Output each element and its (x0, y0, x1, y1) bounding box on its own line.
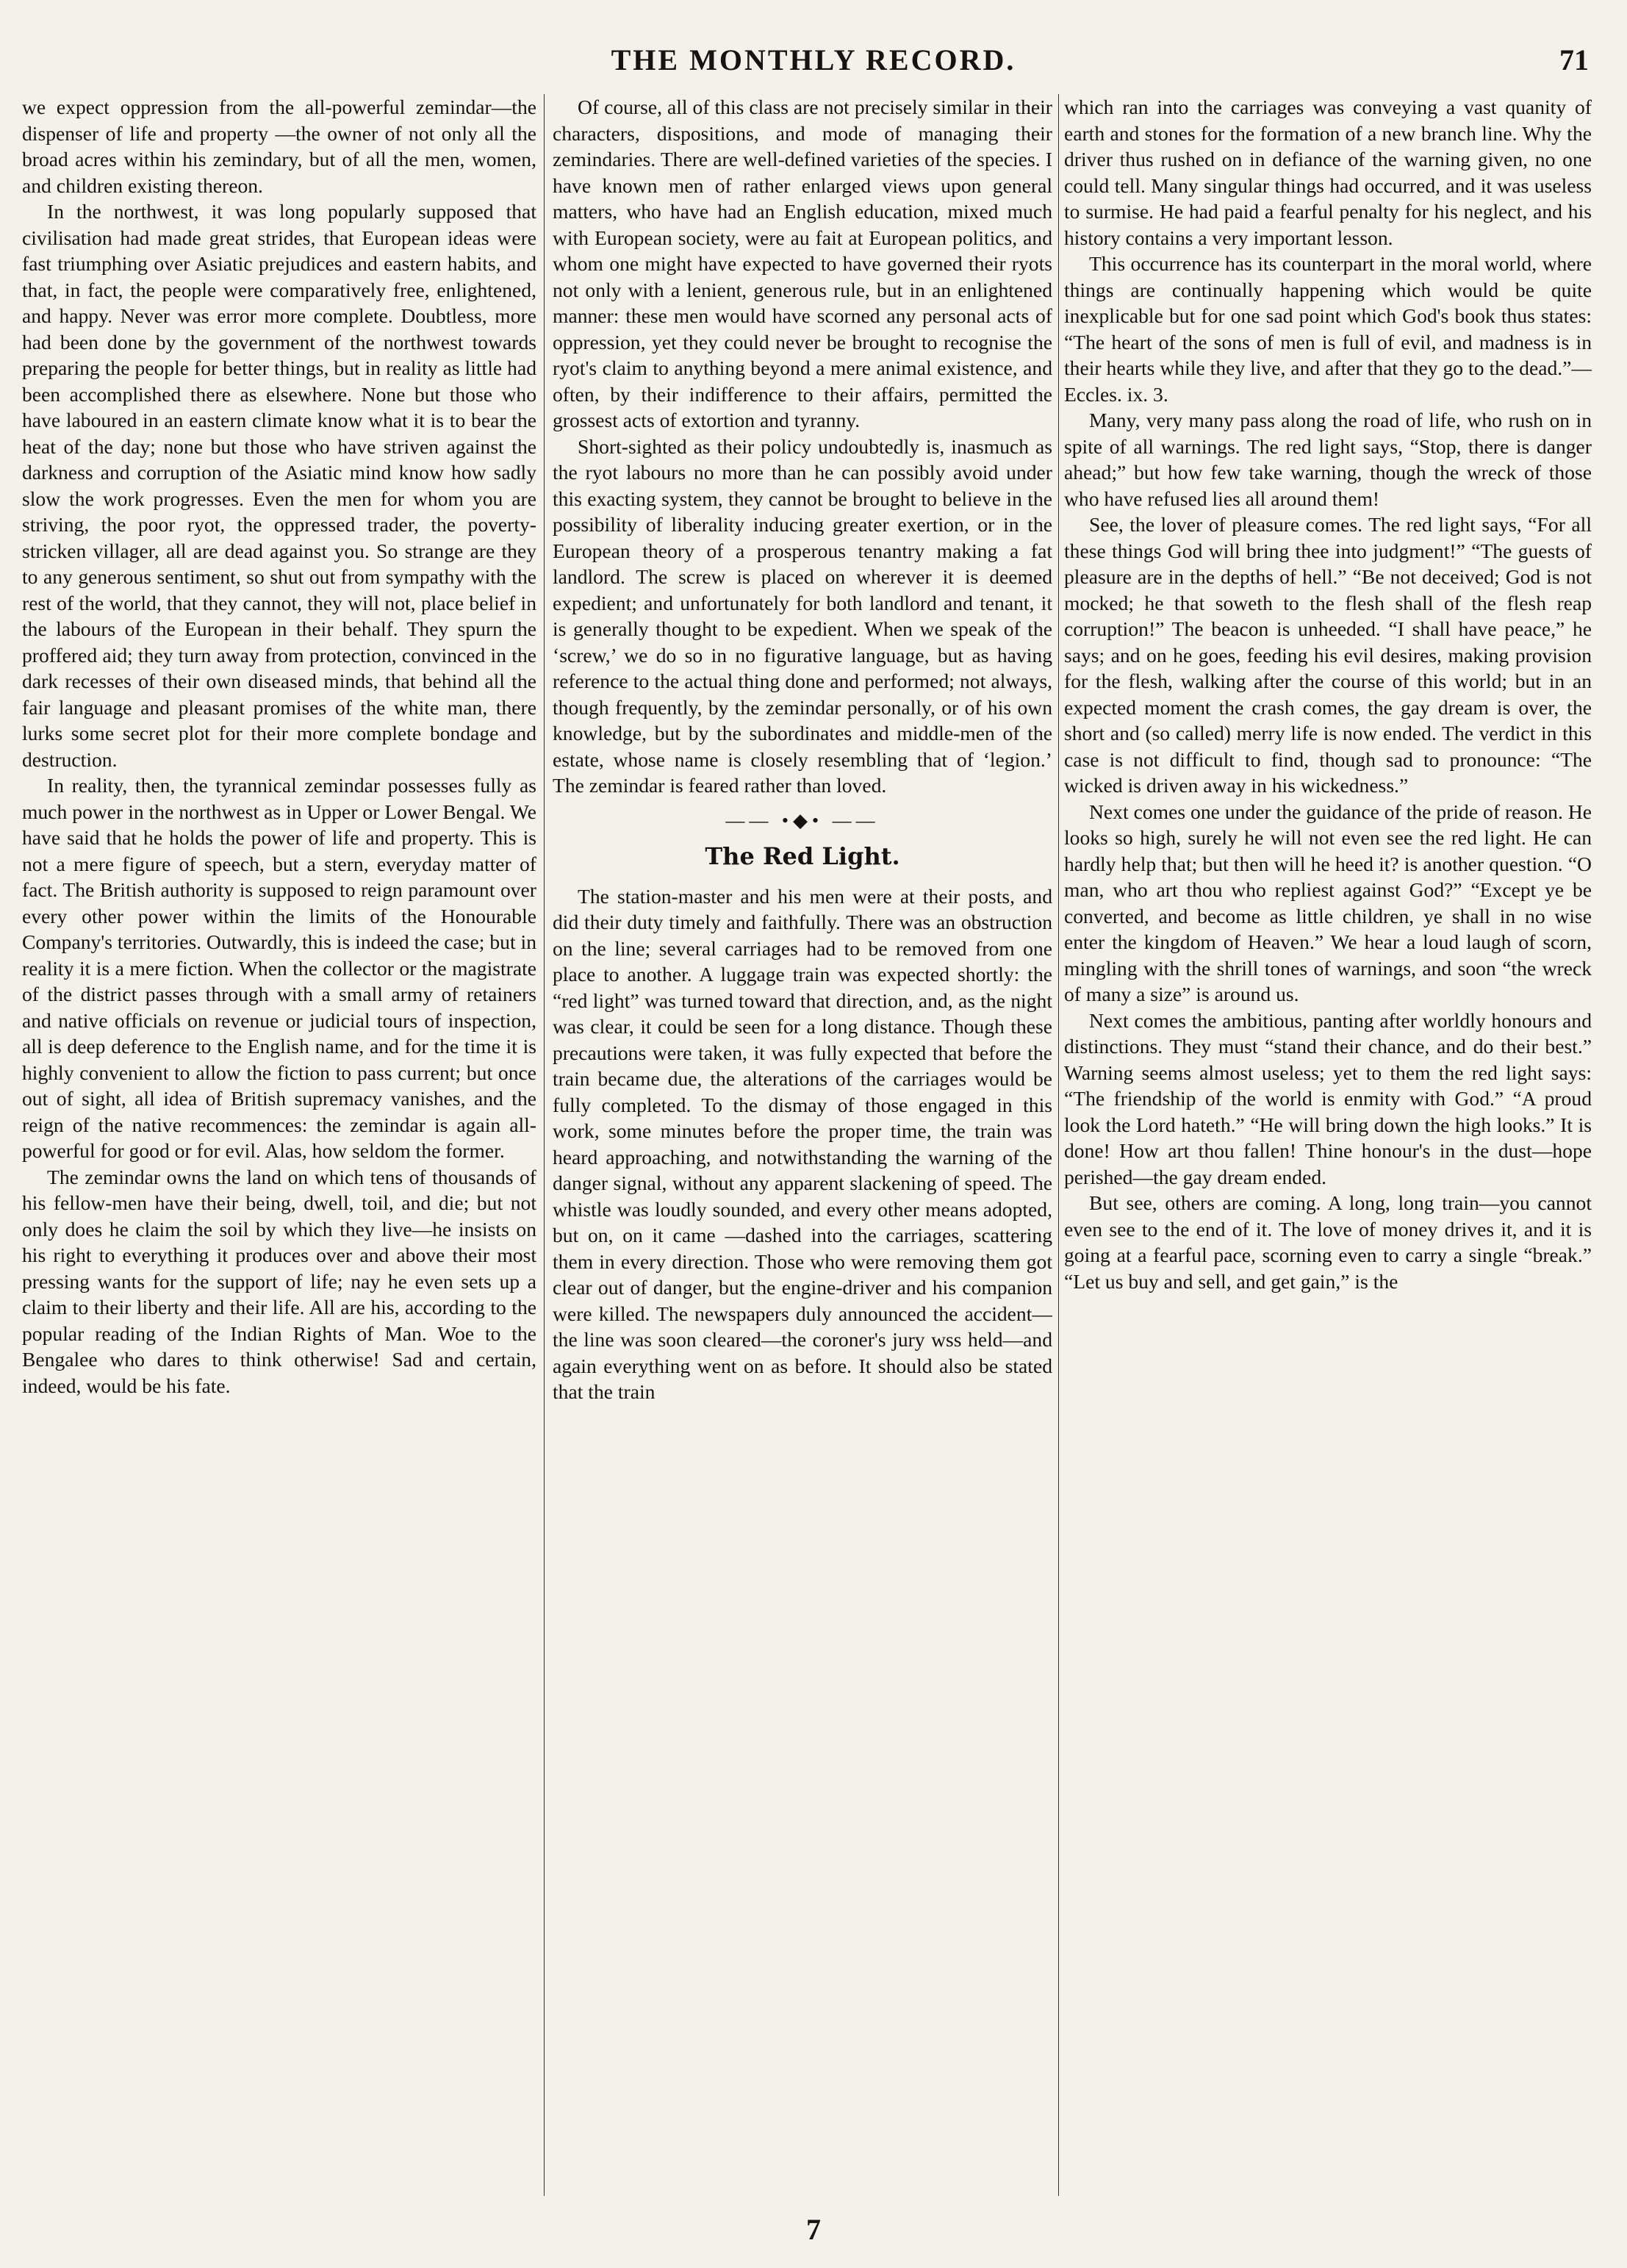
paragraph: Many, very many pass along the road of life, who rush on in spite of all warnings. The red light says, “Stop, there is danger ahead;” but how few take warning, though the wreck of those who have refused lies all around them! (1064, 409, 1592, 510)
signature-mark: 7 (806, 2213, 821, 2246)
column-left (22, 94, 536, 2211)
paragraph: But see, others are coming. A long, long train—you cannot even see to the end of it. The love of money drives it, and it is going at a fearful pace, scorning even to carry a single “break.” “Let us buy and sell, and get gain,” is the (1064, 1191, 1592, 1293)
paragraph: we expect oppression from the all-powerful zemindar—the dispenser of life and property —the owner of not only all the broad acres within his zemindary, but of all the men, women, and children existing thereon. (22, 96, 536, 197)
paragraph: Short-sighted as their policy undoubtedly is, inasmuch as the ryot labours no more than he can possibly avoid under this exacting system, they cannot be brought to believe in the possibility of liberality inducing greater exertion, or in the European theory of a prosperous tenantry making a fat landlord. The screw is placed on wherever it is deemed expedient; and unfortunately for both landlord and tenant, it is generally thought to be expedient. When we speak of the ‘screw,’ we do so in no figurative language, but as having reference to the actual thing done and performed; not always, though frequently, by the zemindar personally, or of his own knowledge, but by the subordinates and middle-men of the estate, whose name is closely resembling that of ‘legion.’ The zemindar is feared rather than loved. (553, 434, 1052, 797)
running-title: THE MONTHLY RECORD. (611, 43, 1016, 76)
column-rule-left (544, 94, 545, 2196)
paragraph: The zemindar owns the land on which tens of thousands of his fellow-men have their being, dwell, toil, and die; but not only does he claim the soil by which they live—he insists on his right to everything it produces over and above their most pressing wants for the support of life; nay he even sets up a claim to their liberty and their life. All are his, according to the popular reading of the Indian Rights of Man. Woe to the Bengalee who dares to think otherwise! Sad and certain, indeed, would be his fate. (22, 1165, 536, 1397)
paragraph: Next comes the ambitious, panting after worldly honours and distinctions. They must “stand their chance, and do their best.” Warning seems almost useless; yet to them the red light says: “The friendship of the world is enmity with God.” “A proud look the Lord hateth.” “He will bring down the high looks.” It is done! How art thou fallen! Thine honour's in the dust—hope perished—the gay dream ended. (1064, 1008, 1592, 1188)
column-rule-right (1058, 94, 1059, 2196)
paragraph: The station-master and his men were at their posts, and did their duty timely and faithfully. There was an obstruction on the line; several carriages had to be removed from one place to another. A luggage train was expected shortly: the “red light” was turned toward that direction, and, as the night was clear, it could be seen for a long distance. Though these precautions were taken, it was fully expected that before the train became due, the alterations of the carriages would be fully completed. To the dismay of those engaged in this work, some minutes before the proper time, the train was heard approaching, and notwithstanding the warning of the danger signal, without any apparent slackening of speed. The whistle was loudly sounded, and every other means adopted, but on, on it came —dashed into the carriages, scattering them in every direction. Those who were removing them got clear out of danger, but the engine-driver and his companion were killed. The newspapers duly announced the accident—the line was soon cleared—the coroner's jury wss held—and again everything went on as before. It should also be stated that the train (553, 884, 1052, 1403)
paragraph: This occurrence has its counterpart in the moral world, where things are continually happening which would be quite inexplicable but for one sad point which God's book thus states: “The heart of the sons of men is full of evil, and madness is in their hearts while they live, and after that they go to the dead.”—Eccles. ix. 3. (1064, 252, 1592, 406)
column-middle (553, 94, 1052, 2211)
article-title: The Red Light. (705, 842, 900, 870)
paragraph: In reality, then, the tyrannical zemindar possesses fully as much power in the northwest as in Upper or Lower Bengal. We have said that he holds the power of life and property. This is not a mere figure of speech, but a stern, everyday matter of fact. The British authority is supposed to reign paramount over every other power within the limits of the Honourable Company's territories. Outwardly, this is indeed the case; but in reality it is a mere fiction. When the collector or the magistrate of the district passes through with a small army of retainers and native officials on revenue or judicial tours of inspection, all is deep deference to the English name, and for the time it is highly convenient to allow the fiction to pass current; but once out of sight, all idea of British supremacy vanishes, and the reign of the native recommences: the zemindar is again all-powerful for good or for evil. Alas, how seldom the former. (22, 774, 536, 1162)
paragraph: In the northwest, it was long popularly supposed that civilisation had made great strides, that European ideas were fast triumphing over Asiatic prejudices and eastern habits, and that, in fact, the people were comparatively free, enlightened, and happy. Never was error more complete. Doubtless, more had been done by the government of the northwest towards preparing the people for better things, but in reality as little had been accomplished there as elsewhere. None but those who have laboured in an eastern climate know what it is to bear the heat of the day; none but those who have striven against the darkness and corruption of the Asiatic mind know how sadly slow the work progresses. Even the men for whom you are striving, the poor ryot, the oppressed trader, the poverty-stricken villager, all are dead against you. So strange are they to any generous sentiment, so shut out from sympathy with the rest of the world, that they cannot, they will not, place belief in the labours of the European in their behalf. They spurn the proffered aid; they turn away from protection, convinced in the dark recesses of their own diseased minds, that behind all the fair language and pleasant promises of the white man, there lurks some secret plot for their more complete bondage and destruction. (22, 200, 536, 771)
paragraph: which ran into the carriages was conveying a vast quanity of earth and stones for the formation of a new branch line. Why the driver thus rushed on in defiance of the warning given, no one could tell. Many singular things had occurred, and it was useless to surmise. He had paid a fearful penalty for his neglect, and his history contains a very important lesson. (1064, 96, 1592, 249)
section-ornament: —— •◆• —— (725, 809, 880, 831)
page-header (0, 43, 1627, 87)
paragraph: Of course, all of this class are not precisely similar in their characters, dispositions, and mode of managing their zemindaries. There are well-defined varieties of the species. I have known men of rather enlarged views upon general matters, who have had an English education, mixed much with European society, were au fait at European politics, and whom one might have expected to have governed their ryots not only with a lenient, generous rule, but in an enlightened manner: these men would have scorned any personal acts of oppression, yet they could never be brought to recognise the ryot's claim to anything beyond a mere animal existence, and often, by their indifference to their affairs, permitted the grossest acts of extortion and tyranny. (553, 96, 1052, 431)
paragraph: See, the lover of pleasure comes. The red light says, “For all these things God will bring thee into judgment!” “The guests of pleasure are in the depths of hell.” “Be not deceived; God is not mocked; he that soweth to the flesh shall of the flesh reap corruption!” The beacon is unheeded. “I shall have peace,” he says; and on he goes, feeding his evil desires, making provision for the flesh, walking after the course of this world; but in an expected moment the crash comes, the gay dream is over, the short and (so called) merry life is now ended. The verdict in this case is not difficult to find, though sad to pronounce: “The wicked is driven away in his wickedness.” (1064, 513, 1592, 797)
paragraph: Next comes one under the guidance of the pride of reason. He looks so high, surely he will not even see the red light. He can hardly help that; but then will he heed it? is another question. “O man, who art thou who repliest against God?” “Except ye be converted, and become as little children, ye shall in no wise enter the kingdom of Heaven.” We hear a loud laugh of scorn, mingling with the shrill tones of warnings, and soon “the wreck of many a size” is around us. (1064, 800, 1592, 1005)
page-number: 71 (1559, 43, 1589, 76)
column-right (1064, 94, 1592, 2211)
